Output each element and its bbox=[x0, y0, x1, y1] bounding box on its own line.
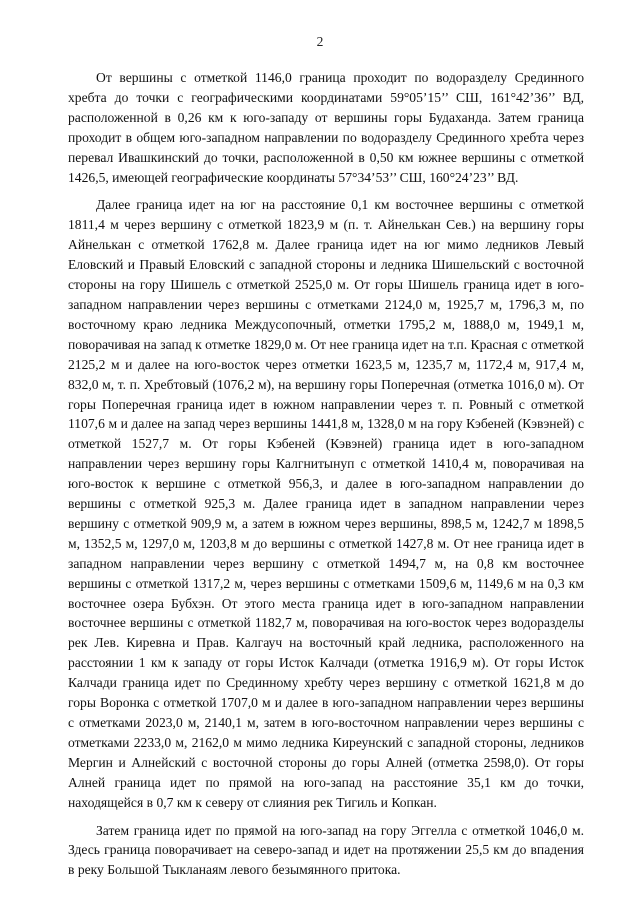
document-body bbox=[68, 68, 584, 888]
paragraph-2: Далее граница идет на юг на расстояние 0,1 км восточнее вершины с отметкой 1811,4 м через вершину с отметкой 1823,9 м (п. т. Айнелькан Сев.) на вершину горы Айнелькан с отметкой 1762,8 м. Далее граница идет на юг мимо ледников Левый Еловский и Правый Еловский с западной стороны и ледника Шишельский с восточной стороны на гору Шишель с отметкой 2525,0 м. От горы Шишель граница идет в юго-западном направлении через вершины с отметками 2124,0 м, 1925,7 м, 1796,3 м, по восточному краю ледника Междусопочный, отметки 1795,2 м, 1888,0 м, 1949,1 м, поворачивая на запад к отметке 1829,0 м. От нее граница идет на т.п. Красная с отметкой 2125,2 м и далее на юго-восток через отметки 1623,5 м, 1235,7 м, 1172,4 м, 917,4 м, 832,0 м, т. п. Хребтовый (1076,2 м), на вершину горы Поперечная (отметка 1016,0 м). От горы Поперечная граница идет в южном направлении через т. п. Ровный с отметкой 1107,6 м и далее на запад через вершины 1441,8 м, 1328,0 м на гору Кэбеней (Кэвэней) с отметкой 1527,7 м. От горы Кэбеней (Кэвэней) граница идет в юго-западном направлении через вершину горы Калгнитынуп с отметкой 1410,4 м, поворачивая на юго-восток к вершине с отметкой 956,3, и далее в юго-западном направлении до вершины с отметкой 925,3 м. Далее граница идет в западном направлении через вершину с отметкой 909,9 м, а затем в южном через вершины, 898,5 м, 1242,7 м 1898,5 м, 1352,5 м, 1297,0 м, 1203,8 м до вершины с отметкой 1427,8 м. От нее граница идет в западном направлении через вершину с отметкой 1494,7 м, на 0,8 км восточнее вершины с отметкой 1317,2 м, через вершины с отметками 1509,6 м, 1149,6 м на 0,3 км восточнее озера Бубхэн. От этого места граница идет в юго-западном направлении восточнее вершины с отметкой 1182,7 м, поворачивая на юго-восток через водоразделы рек Лев. Киревна и Прав. Калгауч на восточный край ледника, расположенного на расстоянии 1 км к западу от горы Исток Калчади (отметка 1916,9 м). От горы Исток Калчади граница идет по Срединному хребту через вершину с отметкой 1621,8 м до горы Воронка с отметкой 1707,0 м и далее в юго-западном направлении через вершины с отметками 2023,0 м, 2140,1 м, затем в юго-восточном направлении через вершины с отметками 2233,0 м, 2162,0 м мимо ледника Киреунский с западной стороны, ледников Мергин и Алнейский с восточной стороны до горы Алней (отметка 2598,0). От горы Алней граница идет по прямой на юго-запад на расстояние 35,1 км до точки, находящейся в 0,7 км к северу от слияния рек Тигиль и Копкан. bbox=[68, 197, 584, 810]
paragraph-1: От вершины с отметкой 1146,0 граница проходит по водоразделу Срединного хребта до точки с географическими координатами 59°05’15’’ СШ, 161°42’36’’ ВД, расположенной в 0,26 км к юго-западу от вершины горы Будаханда. Затем граница проходит в общем юго-западном направлении по водоразделу Срединного хребта через перевал Ивашкинский до точки, расположенной в 0,50 км южнее вершины с отметкой 1426,5, имеющей географические координаты 57°34’53’’ СШ, 160°24’23’’ ВД. bbox=[68, 70, 584, 185]
page-number: 2 bbox=[316, 34, 324, 49]
paragraph-3: Затем граница идет по прямой на юго-запад на гору Эггелла с отметкой 1046,0 м. Здесь граница поворачивает на северо-запад и идет на протяжении 25,5 км до впадения в реку Большой Тыкланаям левого безымянного притока. bbox=[68, 822, 584, 878]
